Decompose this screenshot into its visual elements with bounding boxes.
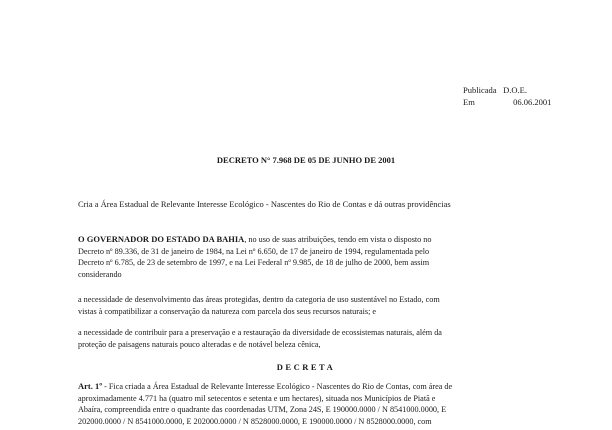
article-line: Abaíra, compreendida entre o quadrante das coordenadas UTM, Zona 24S, E 190000.0000 / N 8541000.0000, E [78,405,447,414]
considering-paragraph-1 [78,294,548,317]
publication-row [463,84,551,96]
preamble-line [78,234,548,246]
article-1-label: Art. 1º [78,381,103,391]
article-line: 202000.0000 / N 8541000.0000, E 202000.0000 / N 8528000.0000, E 190000.0000 / N 8528000.0000, com [78,416,432,426]
preamble-line: Decreto nº 89.336, de 31 de janeiro de 1984, na Lei nº 6.650, de 17 de janeiro de 1994, regulamentada pelo [78,246,430,256]
decreta-heading: DECRETA [276,362,336,372]
on-label: Em [463,97,475,107]
preamble-line: Decreto nº 6.785, de 23 de setembro de 1997, e na Lei Federal nº 9.985, de 18 de julho de 2000, bem assim [78,258,430,267]
preamble-line: considerando [78,269,122,279]
preamble-paragraph [78,234,548,280]
considering-line: vistas à compatibilizar a conservação da natureza com parcela dos seus recursos naturais; e [78,306,377,316]
article-line [78,381,548,393]
decree-title: DECRETO N° 7.968 DE 05 DE JUNHO DE 2001 [216,155,396,165]
considering-line: a necessidade de desenvolvimento das áreas protegidas, dentro da categoria de uso sustentável no Estado, com [78,295,440,304]
publication-date: 06.06.2001 [513,97,552,107]
considering-line: proteção de paisagens naturais pouco alteradas e de notável beleza cênica, [78,339,321,349]
publication-stamp [463,84,551,108]
article-1-paragraph [78,381,548,427]
considering-line: a necessidade de contribuir para a preservação e a restauração da diversidade de ecossistemas naturais, além da [78,328,442,337]
preamble-text: , no uso de suas atribuições, tendo em vista o disposto no [244,235,432,244]
article-text: - Fica criada a Área Estadual de Relevante Interesse Ecológico - Nascentes do Rio de Contas, com área de [102,382,453,391]
governor-heading: O GOVERNADOR DO ESTADO DA BAHIA [78,234,245,244]
article-line: aproximadamente 4.771 ha (quatro mil setecentos e setenta e um hectares), situada nos Municípios de Piatã e [78,393,436,403]
publication-source: D.O.E. [503,85,527,95]
published-label: Publicada [463,85,497,95]
decree-summary: Cria a Área Estadual de Relevante Interesse Ecológico - Nascentes do Rio de Contas e dá outras providências [78,199,451,209]
publication-date-row [463,96,551,108]
considering-paragraph-2 [78,327,548,350]
